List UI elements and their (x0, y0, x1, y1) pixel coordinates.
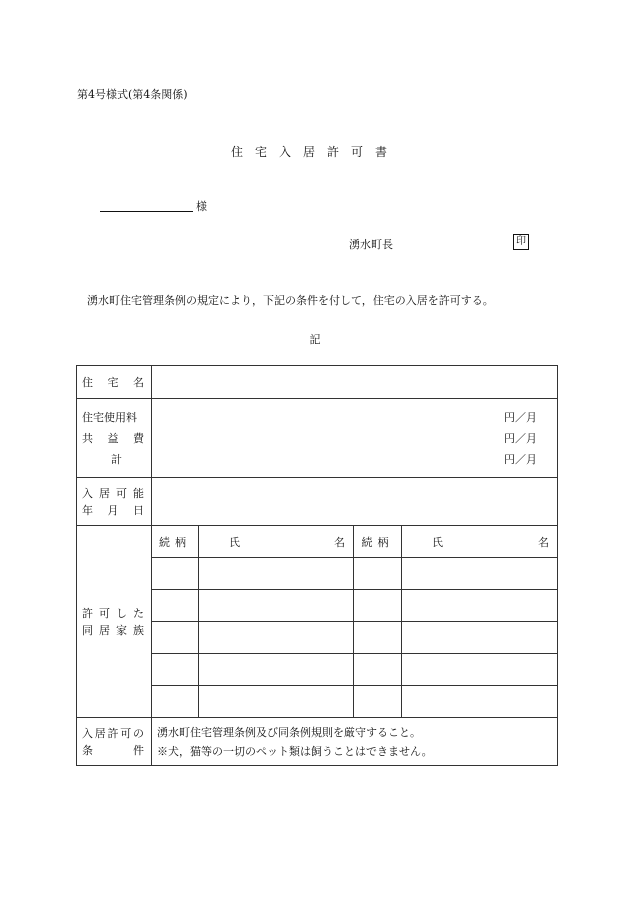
family-name-cell[interactable] (402, 654, 558, 686)
addressee-suffix: 様 (196, 200, 207, 213)
housing-name-value[interactable] (152, 366, 558, 399)
condition-line-2: ※犬，猫等の一切のペット類は飼うことはできません。 (157, 744, 433, 758)
fee-label-common: 共益費 (82, 431, 144, 445)
name-header-1: 氏 名 (199, 526, 354, 558)
body-text: 湧水町住宅管理条例の規定により，下記の条件を付して，住宅の入居を許可する。 (87, 294, 494, 307)
family-relation-cell[interactable] (152, 686, 199, 718)
housing-name-row (77, 366, 558, 399)
family-name-cell[interactable] (199, 654, 354, 686)
permit-table (76, 365, 558, 766)
conditions-label-line1: 入居許可の (82, 726, 144, 740)
conditions-label-cell (77, 718, 152, 766)
name-header-2: 氏 名 (402, 526, 558, 558)
move-in-row (77, 478, 558, 526)
fee-unit-total: 円／月 (504, 452, 537, 466)
family-name-cell[interactable] (402, 590, 558, 622)
conditions-label-line2: 条件 (82, 743, 144, 757)
family-name-cell[interactable] (199, 558, 354, 590)
relation-header-2: 続柄 (354, 526, 402, 558)
form-number: 第4号様式(第4条関係) (77, 88, 188, 101)
housing-name-label: 住宅名 (82, 375, 144, 389)
document-title: 住宅入居許可書 (230, 145, 399, 159)
family-relation-cell[interactable] (354, 558, 402, 590)
ki-heading: 記 (309, 333, 321, 346)
fee-label-total: 計 (111, 452, 122, 466)
fee-labels-cell (77, 399, 152, 478)
move-in-value[interactable] (152, 478, 558, 526)
fee-values-cell[interactable] (152, 399, 558, 478)
move-in-label-cell (77, 478, 152, 526)
family-relation-cell[interactable] (354, 686, 402, 718)
family-relation-cell[interactable] (354, 654, 402, 686)
family-name-cell[interactable] (402, 558, 558, 590)
fee-row (77, 399, 558, 478)
family-name-cell[interactable] (199, 590, 354, 622)
family-label-line1: 許可した (82, 606, 144, 620)
family-name-cell[interactable] (199, 622, 354, 654)
family-relation-cell[interactable] (152, 590, 199, 622)
family-relation-cell[interactable] (354, 622, 402, 654)
conditions-row (77, 718, 558, 766)
family-name-cell[interactable] (402, 622, 558, 654)
family-name-cell[interactable] (199, 686, 354, 718)
family-relation-cell[interactable] (152, 622, 199, 654)
conditions-text-cell (152, 718, 558, 766)
family-relation-cell[interactable] (152, 654, 199, 686)
family-label-cell (77, 526, 152, 718)
family-header-row (77, 526, 558, 558)
family-relation-cell[interactable] (354, 590, 402, 622)
relation-header-1: 続柄 (152, 526, 199, 558)
fee-unit-common: 円／月 (504, 431, 537, 445)
addressee-name-line[interactable] (100, 211, 193, 212)
move-in-label-line1: 入居可能 (82, 486, 144, 500)
fee-label-rent: 住宅使用料 (82, 410, 137, 424)
fee-unit-rent: 円／月 (504, 410, 537, 424)
issuer-title: 湧水町長 (349, 238, 393, 251)
condition-line-1: 湧水町住宅管理条例及び同条例規則を厳守すること。 (157, 725, 421, 739)
move-in-label-line2: 年月日 (82, 503, 144, 517)
seal-mark: 印 (513, 234, 529, 250)
family-relation-cell[interactable] (152, 558, 199, 590)
family-label-line2: 同居家族 (82, 623, 144, 637)
family-name-cell[interactable] (402, 686, 558, 718)
housing-name-label-cell (77, 366, 152, 399)
